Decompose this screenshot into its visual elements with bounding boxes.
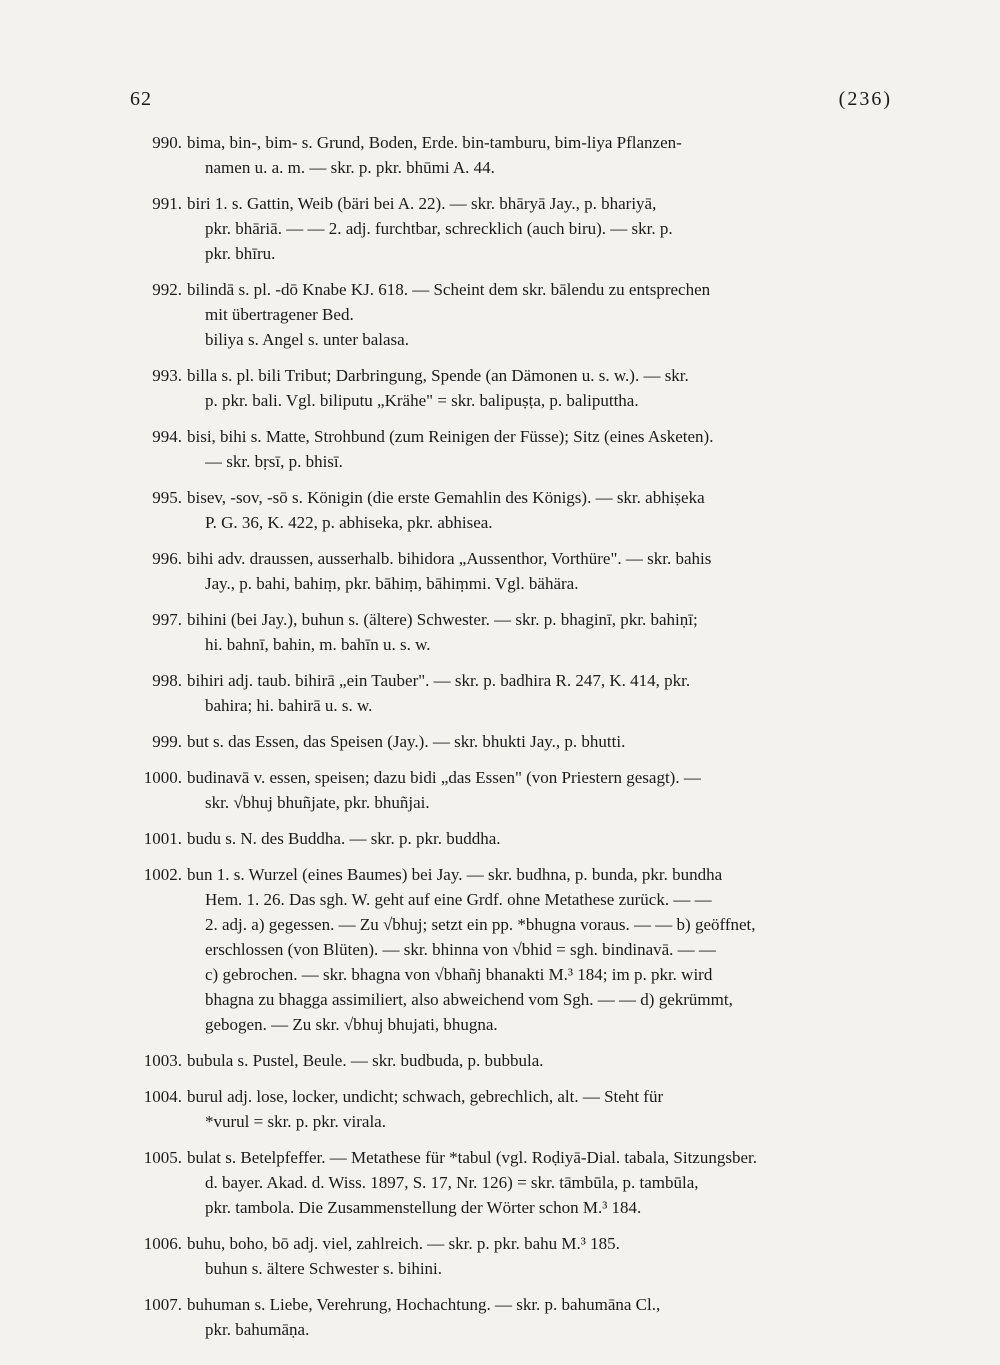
entry-number: 1001. <box>143 829 182 848</box>
entry-text-line: P. G. 36, K. 422, p. abhiseka, pkr. abhisea. <box>205 513 493 532</box>
entry-number: 993. <box>152 366 182 385</box>
entry-text-line: bahira; hi. bahirā u. s. w. <box>205 696 373 715</box>
entry-number: 999. <box>152 732 182 751</box>
entry-headline: but s. das Essen, das Speisen (Jay.). — skr. bhukti Jay., p. bhutti. <box>187 732 626 751</box>
dictionary-entry <box>0 485 1000 535</box>
entry-text-line: erschlossen (von Blüten). — skr. bhinna von √bhid = sgh. bindinavā. — — <box>205 940 716 959</box>
entry-text-line: bhagna zu bhagga assimiliert, also abweichend vom Sgh. — — d) gekrümmt, <box>205 990 733 1009</box>
dictionary-entry <box>0 1084 1000 1134</box>
entry-headline: burul adj. lose, locker, undicht; schwach, gebrechlich, alt. — Steht für <box>187 1087 664 1106</box>
entry-text-line: pkr. bahumāṇa. <box>205 1320 310 1339</box>
entry-headline: buhuman s. Liebe, Verehrung, Hochachtung. — skr. p. bahumāna Cl., <box>187 1295 661 1314</box>
entry-number: 1005. <box>143 1148 182 1167</box>
dictionary-entry <box>0 130 1000 180</box>
entry-number: 991. <box>152 194 182 213</box>
entry-number: 1007. <box>143 1295 182 1314</box>
entry-text-line: gebogen. — Zu skr. √bhuj bhujati, bhugna. <box>205 1015 498 1034</box>
entry-text-line: pkr. bhīru. <box>205 244 276 263</box>
entry-text-line: hi. bahnī, bahin, m. bahīn u. s. w. <box>205 635 431 654</box>
entry-headline: billa s. pl. bili Tribut; Darbringung, Spende (an Dämonen u. s. w.). — skr. <box>187 366 689 385</box>
entry-headline: bun 1. s. Wurzel (eines Baumes) bei Jay. — skr. budhna, p. bunda, pkr. bundha <box>187 865 723 884</box>
entry-text-line: pkr. tambola. Die Zusammenstellung der Wörter schon M.³ 184. <box>205 1198 642 1217</box>
page-reference: (236) <box>838 88 892 110</box>
entry-number: 1002. <box>143 865 182 884</box>
dictionary-entry <box>0 1292 1000 1342</box>
dictionary-entry <box>0 277 1000 352</box>
entry-headline: budu s. N. des Buddha. — skr. p. pkr. buddha. <box>187 829 501 848</box>
entry-headline: bihiri adj. taub. bihirā „ein Tauber". — skr. p. badhira R. 247, K. 414, pkr. <box>187 671 691 690</box>
entry-text-line: — skr. bṛsī, p. bhisī. <box>205 452 343 471</box>
entry-headline: bilindā s. pl. -dō Knabe KJ. 618. — Scheint dem skr. bālendu zu entsprechen <box>187 280 711 299</box>
page-number: 62 <box>130 88 152 110</box>
dictionary-entry <box>0 191 1000 266</box>
entry-text-line: namen u. a. m. — skr. p. pkr. bhūmi A. 44. <box>205 158 495 177</box>
dictionary-entry <box>0 424 1000 474</box>
entry-text-line: c) gebrochen. — skr. bhagna von √bhañj bhanakti M.³ 184; im p. pkr. wird <box>205 965 713 984</box>
entry-number: 998. <box>152 671 182 690</box>
entry-headline: bihi adv. draussen, ausserhalb. bihidora „Aussenthor, Vorthüre". — skr. bahis <box>187 549 712 568</box>
entry-text-line: biliya s. Angel s. unter balasa. <box>205 330 409 349</box>
entry-text-line: skr. √bhuj bhuñjate, pkr. bhuñjai. <box>205 793 430 812</box>
entry-number: 1004. <box>143 1087 182 1106</box>
dictionary-entries <box>0 130 1000 1353</box>
entry-text-line: Jay., p. bahi, bahiṃ, pkr. bāhiṃ, bāhiṃmi. Vgl. bähära. <box>205 574 579 593</box>
entry-headline: bisev, -sov, -sō s. Königin (die erste Gemahlin des Königs). — skr. abhiṣeka <box>187 488 705 507</box>
entry-headline: budinavā v. essen, speisen; dazu bidi „das Essen" (von Priestern gesagt). — <box>187 768 701 787</box>
entry-text-line: d. bayer. Akad. d. Wiss. 1897, S. 17, Nr. 126) = skr. tāmbūla, p. tambūla, <box>205 1173 699 1192</box>
entry-headline: bubula s. Pustel, Beule. — skr. budbuda, p. bubbula. <box>187 1051 544 1070</box>
dictionary-entry <box>0 765 1000 815</box>
entry-headline: bihini (bei Jay.), buhun s. (ältere) Schwester. — skr. p. bhaginī, pkr. bahiṇī; <box>187 610 698 629</box>
entry-headline: bima, bin-, bim- s. Grund, Boden, Erde. bin-tamburu, bim-liya Pflanzen- <box>187 133 682 152</box>
entry-text-line: pkr. bhāriā. — — 2. adj. furchtbar, schrecklich (auch biru). — skr. p. <box>205 219 673 238</box>
dictionary-entry <box>0 607 1000 657</box>
entry-headline: bisi, bihi s. Matte, Strohbund (zum Reinigen der Füsse); Sitz (eines Asketen). <box>187 427 714 446</box>
entry-number: 990. <box>152 133 182 152</box>
entry-number: 996. <box>152 549 182 568</box>
entry-number: 1003. <box>143 1051 182 1070</box>
entry-text-line: *vurul = skr. p. pkr. virala. <box>205 1112 386 1131</box>
dictionary-entry <box>0 1145 1000 1220</box>
dictionary-entry <box>0 363 1000 413</box>
entry-headline: buhu, boho, bō adj. viel, zahlreich. — skr. p. pkr. bahu M.³ 185. <box>187 1234 620 1253</box>
entry-number: 995. <box>152 488 182 507</box>
entry-number: 994. <box>152 427 182 446</box>
entry-text-line: Hem. 1. 26. Das sgh. W. geht auf eine Grdf. ohne Metathese zurück. — — <box>205 890 712 909</box>
dictionary-entry <box>0 1231 1000 1281</box>
dictionary-entry <box>0 729 1000 754</box>
entry-headline: bulat s. Betelpfeffer. — Metathese für *tabul (vgl. Roḍiyā-Dial. tabala, Sitzungsber. <box>187 1148 757 1167</box>
entry-text-line: mit übertragener Bed. <box>205 305 354 324</box>
dictionary-entry <box>0 668 1000 718</box>
dictionary-entry <box>0 826 1000 851</box>
entry-text-line: p. pkr. bali. Vgl. biliputu „Krähe" = skr. balipuṣṭa, p. baliputtha. <box>205 391 639 410</box>
dictionary-entry <box>0 1048 1000 1073</box>
entry-number: 1006. <box>143 1234 182 1253</box>
entry-text-line: buhun s. ältere Schwester s. bihini. <box>205 1259 443 1278</box>
entry-number: 997. <box>152 610 182 629</box>
dictionary-entry <box>0 862 1000 1037</box>
entry-number: 992. <box>152 280 182 299</box>
entry-text-line: 2. adj. a) gegessen. — Zu √bhuj; setzt ein pp. *bhugna voraus. — — b) geöffnet, <box>205 915 756 934</box>
entry-number: 1000. <box>143 768 182 787</box>
entry-headline: biri 1. s. Gattin, Weib (bäri bei A. 22). — skr. bhāryā Jay., p. bhariyā, <box>187 194 657 213</box>
dictionary-entry <box>0 546 1000 596</box>
